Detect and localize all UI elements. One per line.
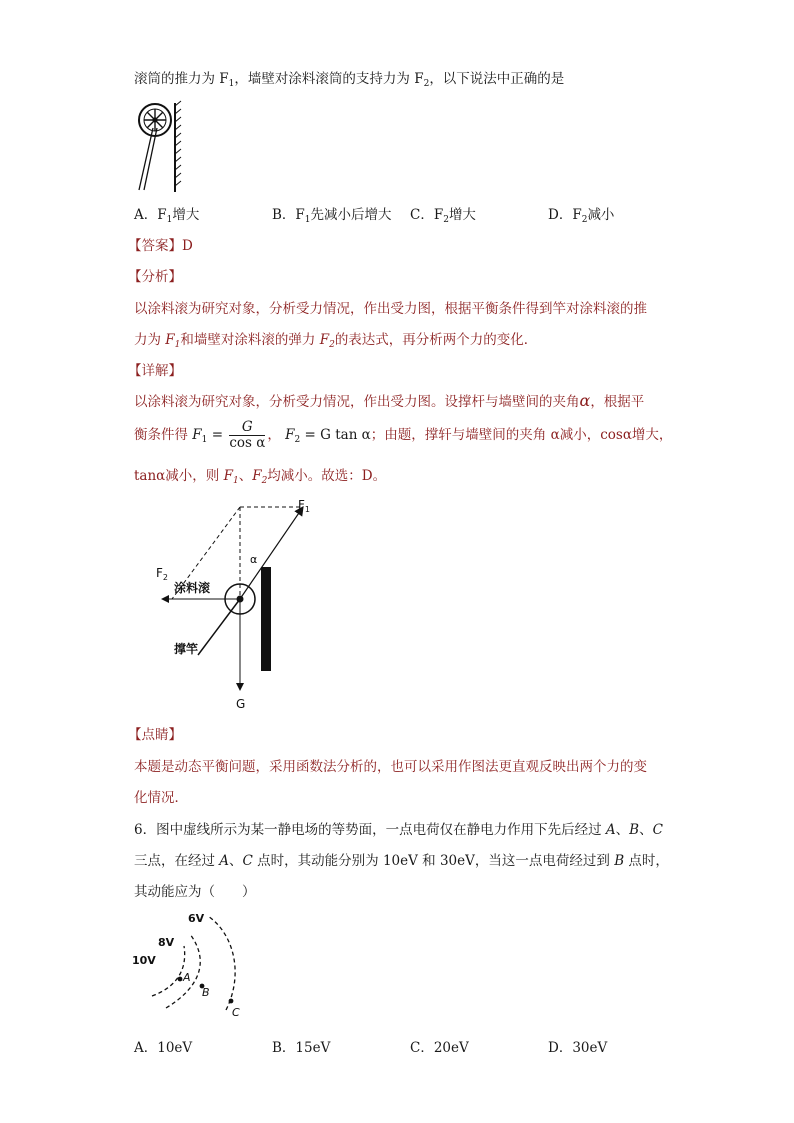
svg-text:8V: 8V <box>158 936 175 949</box>
q6-line-3: 其动能应为（ ） <box>134 884 256 900</box>
equation-f2: $F_2 = G$ tan α <box>285 427 371 445</box>
equipotential-diagram <box>130 908 260 1023</box>
q5-option-d: D．$F_2$减小 <box>548 207 615 225</box>
q6-line-1: 6．图中虚线所示为某一静电场的等势面，一点电荷仅在静电力作用下先后经过 A、B、C <box>134 822 663 838</box>
detail-line-2: 衡条件得 $F_1$ = $\frac{G}{\text{cos α}}$ ， $F_2 = G$ tan α；由题，撑轩与墙壁间的夹角 α减小，cosα增大， <box>134 419 673 451</box>
svg-text:G: G <box>236 697 246 711</box>
svg-text:A: A <box>183 971 191 984</box>
analysis-heading: 【分析】 <box>128 269 182 285</box>
analysis-line-1: 以涂料滚为研究对象，分析受力情况，作出受力图，根据平衡条件得到竿对涂料滚的推 <box>134 301 647 317</box>
svg-text:F1: $F_1$ <box>298 498 310 514</box>
roller-wall-figure <box>134 100 184 192</box>
detail-line-3: tanα减小，则 $F_1$、$F_2$均减小。故选：D。 <box>134 468 387 486</box>
q5-option-a: A．$F_1$增大 <box>134 207 200 225</box>
q6-option-b: B．15eV <box>272 1040 331 1056</box>
svg-text:撑竿: 撑竿 <box>174 642 199 656</box>
q5-stem: 滚筒的推力为 $F_1$，墙壁对涂料滚筒的支持力为 $F_2$，以下说法中正确的是 <box>134 71 565 89</box>
q6-option-d: D．30eV <box>548 1040 608 1056</box>
q6-option-a: A．10eV <box>134 1040 193 1056</box>
q5-option-b: B．$F_1$先减小后增大 <box>272 207 392 225</box>
tip-line-1: 本题是动态平衡问题，采用函数法分析的，也可以采用作图法更直观反映出两个力的变 <box>134 759 647 775</box>
tip-heading: 【点睛】 <box>128 727 182 743</box>
equation-f1: $F_1$ = $\frac{G}{\text{cos α}}$ <box>192 419 266 451</box>
detail-heading: 【详解】 <box>128 363 182 379</box>
svg-text:涂料滚: 涂料滚 <box>174 581 211 595</box>
svg-text:10V: 10V <box>132 954 156 967</box>
detail-line-1: 以涂料滚为研究对象，分析受力情况，作出受力图。设撑杆与墙壁间的夹角α，根据平 <box>134 391 645 410</box>
tip-line-2: 化情况． <box>134 790 188 806</box>
svg-text:α: α <box>250 553 258 566</box>
svg-text:C: C <box>232 1006 240 1019</box>
analysis-line-2: 力为 $F_1$和墙壁对涂料滚的弹力 $F_2$的表达式，再分析两个力的变化． <box>134 332 538 350</box>
force-diagram <box>150 495 330 715</box>
answer-line: 【答案】D <box>128 238 193 254</box>
svg-text:B: B <box>202 986 210 999</box>
q6-line-2: 三点，在经过 A、C 点时，其动能分别为 10eV 和 30eV，当这一点电荷经过到 B 点时， <box>134 853 669 869</box>
q6-option-c: C．20eV <box>410 1040 469 1056</box>
q5-option-c: C．$F_2$增大 <box>410 207 476 225</box>
svg-text:F2: $F_2$ <box>156 566 168 582</box>
svg-text:6V: 6V <box>188 912 205 925</box>
